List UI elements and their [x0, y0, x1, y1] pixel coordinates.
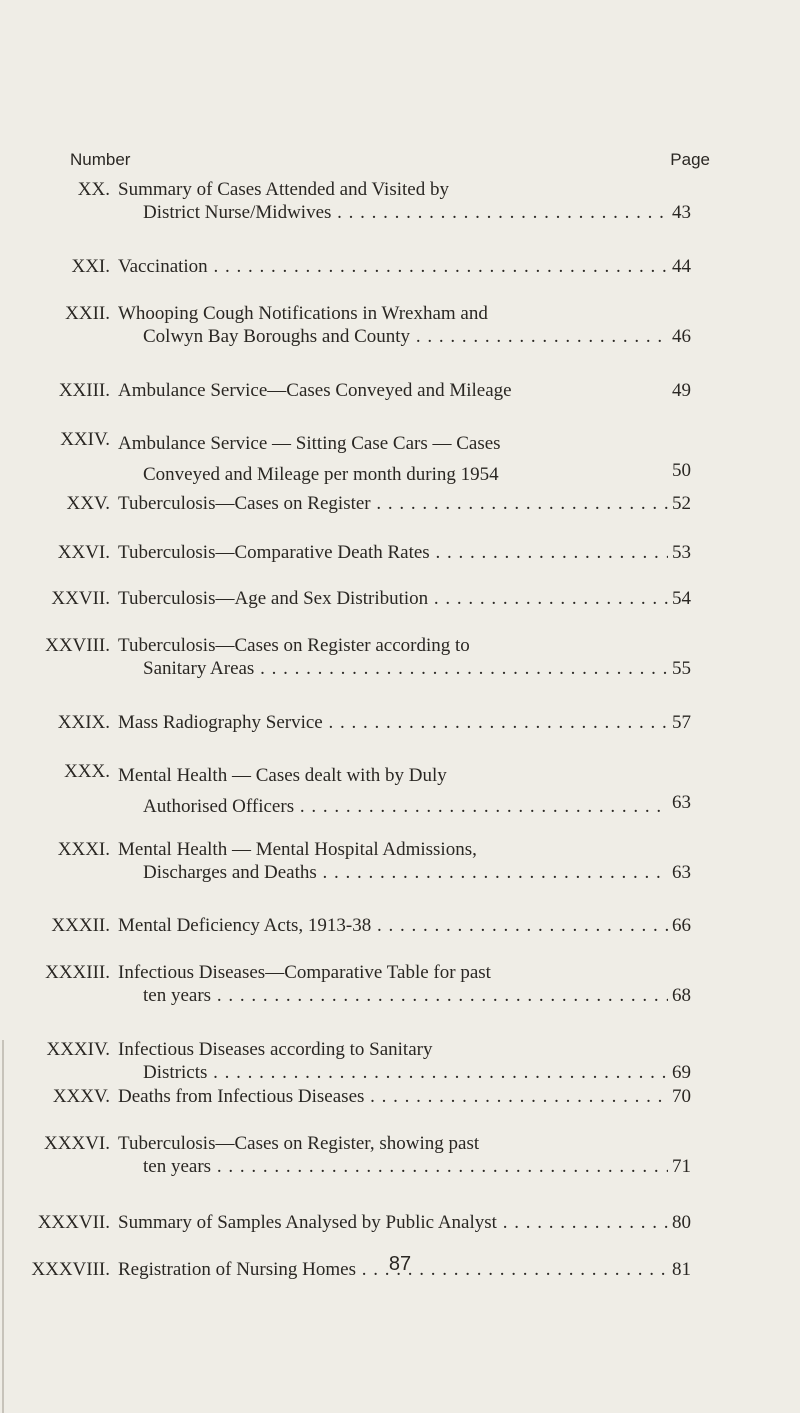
page-edge-shadow — [2, 1040, 4, 1413]
entry-title-line: Conveyed and Mileage per month during 1954 — [143, 464, 499, 485]
entry-number: XXXII. — [51, 915, 110, 936]
entry-page-number: 44 — [668, 255, 712, 278]
page-column-header: Page — [670, 150, 710, 169]
entry-page-number: 46 — [668, 325, 712, 348]
entry-number: XXVII. — [51, 588, 110, 609]
entry-title — [118, 255, 678, 278]
entry-page-number: 80 — [668, 1211, 712, 1234]
entry-title-line: Mental Health — Mental Hospital Admissions, — [118, 839, 477, 860]
entry-number: XXXVIII. — [31, 1259, 110, 1280]
entry-title-line: Authorised Officers . . . — [118, 791, 678, 822]
entry-title-line: Ambulance Service — Sitting Case Cars — Cases — [118, 433, 501, 454]
entry-page-number: 50 — [668, 459, 712, 482]
entry-title-line: Tuberculosis—Cases on Register . . . — [118, 492, 678, 515]
entry-title-line: Deaths from Infectious Diseases . . . — [118, 1085, 678, 1108]
entry-title — [118, 760, 678, 822]
entry-title-line: Tuberculosis—Age and Sex Distribution . . . — [118, 587, 678, 610]
entry-title-line: ten years . . . — [118, 984, 678, 1007]
entry-page-number: 68 — [668, 984, 712, 1007]
entry-number: XXXVI. — [44, 1133, 110, 1154]
entry-title — [118, 379, 678, 402]
entry-page-number: 63 — [668, 861, 712, 884]
entry-number: XXVIII. — [45, 635, 110, 656]
entry-number: XXXV. — [52, 1086, 110, 1107]
entry-title — [118, 914, 678, 937]
entry-title — [118, 178, 678, 224]
entry-page-number: 53 — [668, 541, 712, 564]
entry-title-line: Sanitary Areas . . . — [118, 657, 678, 680]
entry-page-number: 52 — [668, 492, 712, 515]
entry-number: XXXVII. — [37, 1212, 110, 1233]
entry-page-number: 81 — [668, 1258, 712, 1281]
entry-title-line: District Nurse/Midwives . . . — [118, 201, 678, 224]
entry-title-line: Districts . . . — [118, 1061, 678, 1084]
entry-title — [118, 587, 678, 610]
entry-title-line: Discharges and Deaths . . . — [118, 861, 678, 884]
entry-number: XXII. — [65, 303, 110, 324]
entry-title — [118, 634, 678, 680]
entry-title — [118, 428, 678, 490]
entry-title-line: Mental Deficiency Acts, 1913-38 . . . — [118, 914, 678, 937]
entry-page-number: 49 — [668, 379, 712, 402]
entry-title-line: Mental Health — Cases dealt with by Duly — [118, 765, 447, 786]
entry-title-line: Infectious Diseases—Comparative Table for past — [118, 962, 491, 983]
entry-title — [118, 961, 678, 1007]
entry-title-line: Infectious Diseases according to Sanitary — [118, 1039, 433, 1060]
entry-number: XXXIV. — [46, 1039, 110, 1060]
entry-title-line: Vaccination . . . — [118, 255, 678, 278]
entry-title-line: Summary of Samples Analysed by Public Analyst . . . — [118, 1211, 678, 1234]
entry-title — [118, 838, 678, 884]
entry-page-number: 55 — [668, 657, 712, 680]
entry-title-line: Tuberculosis—Cases on Register, showing past — [118, 1133, 480, 1154]
entry-number: XXIX. — [57, 712, 110, 733]
entry-number: XXIV. — [60, 429, 110, 450]
entry-title-line: ten years . . . — [118, 1155, 678, 1178]
entry-number: XXX. — [64, 761, 110, 782]
entry-title-line: Registration of Nursing Homes . . . — [118, 1258, 678, 1281]
entry-page-number: 63 — [668, 791, 712, 814]
entry-number: XXIII. — [58, 380, 110, 401]
entry-number: XXXI. — [57, 839, 110, 860]
entry-title — [118, 1132, 678, 1178]
entry-title-line: Ambulance Service—Cases Conveyed and Mileage — [118, 380, 512, 401]
entry-page-number: 43 — [668, 201, 712, 224]
entry-title — [118, 492, 678, 515]
entry-title-line: Tuberculosis—Comparative Death Rates . . . — [118, 541, 678, 564]
entry-page-number: 71 — [668, 1155, 712, 1178]
entry-title-line: Mass Radiography Service . . . — [118, 711, 678, 734]
page-number: 87 — [388, 1253, 412, 1275]
entry-number: XX. — [77, 179, 110, 200]
column-headers — [70, 150, 710, 174]
entry-title — [118, 1211, 678, 1234]
entry-page-number: 70 — [668, 1085, 712, 1108]
entry-number: XXV. — [66, 493, 110, 514]
number-column-header: Number — [70, 150, 131, 169]
entry-title — [118, 1085, 678, 1108]
entry-number: XXVI. — [57, 542, 110, 563]
entry-page-number: 57 — [668, 711, 712, 734]
entry-number: XXI. — [71, 256, 110, 277]
entry-page-number: 69 — [668, 1061, 712, 1084]
entry-title — [118, 1038, 678, 1084]
entry-title — [118, 711, 678, 734]
entry-number: XXXIII. — [45, 962, 110, 983]
entry-page-number: 54 — [668, 587, 712, 610]
entry-title — [118, 541, 678, 564]
entry-title-line: Whooping Cough Notifications in Wrexham and — [118, 303, 488, 324]
entry-title-line: Tuberculosis—Cases on Register according to — [118, 635, 470, 656]
entry-title — [118, 302, 678, 348]
entry-title-line: Summary of Cases Attended and Visited by — [118, 179, 449, 200]
entry-page-number: 66 — [668, 914, 712, 937]
entry-title-line: Colwyn Bay Boroughs and County . . . — [118, 325, 678, 348]
